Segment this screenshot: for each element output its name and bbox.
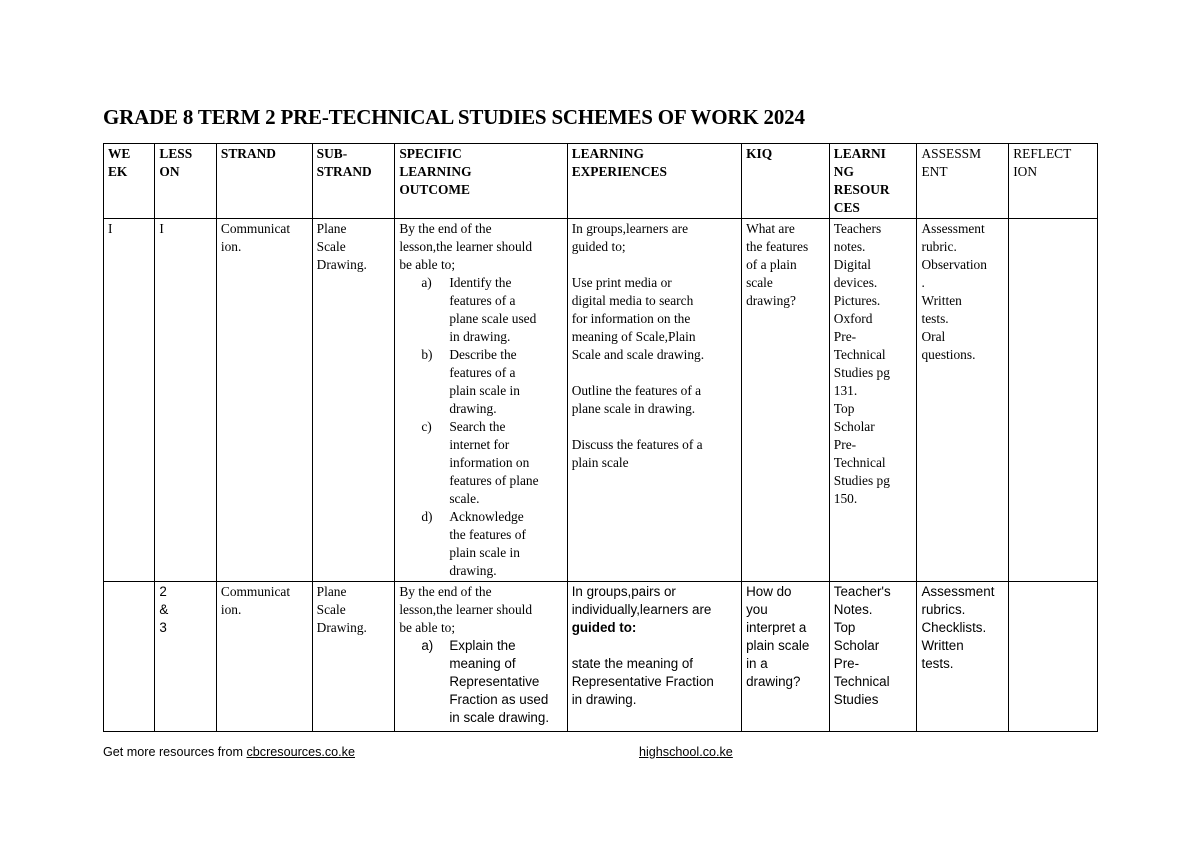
- text-line: Plane: [316, 221, 347, 236]
- text-line: plane scale used: [449, 311, 537, 326]
- text-line: rubric.: [921, 239, 957, 254]
- strand-cell: [216, 219, 312, 582]
- text-line: Drawing.: [316, 257, 367, 272]
- text-line: the features: [746, 239, 809, 254]
- outcome-item: [399, 418, 562, 508]
- text-line: Assessment: [921, 584, 995, 599]
- item-marker: d): [421, 509, 433, 524]
- text-line: STRAND: [220, 146, 276, 161]
- text-line: Assessment: [921, 221, 985, 236]
- reflection-cell: [1009, 219, 1098, 582]
- text-line: By the end of the: [399, 584, 492, 599]
- text-line: plane scale in drawing.: [571, 401, 696, 416]
- text-line: Search the: [449, 419, 506, 434]
- text-line: Oral: [921, 329, 946, 344]
- header-outcome: [395, 144, 567, 219]
- text-line: Describe the: [449, 347, 517, 362]
- text-line: Communicat: [220, 584, 291, 599]
- text-line: Scale: [316, 602, 346, 617]
- text-line: Scale: [316, 239, 346, 254]
- experiences-paras: [572, 637, 737, 709]
- text-line: Communicat: [220, 221, 291, 236]
- outcome-intro: [399, 583, 562, 637]
- resources-cell: [829, 219, 917, 582]
- header-week: [104, 144, 155, 219]
- text-line: guided to;: [571, 239, 626, 254]
- text-line: Drawing.: [316, 620, 367, 635]
- sub-strand-cell: [312, 582, 395, 732]
- text-line: you: [746, 602, 768, 617]
- text-line: STRAND: [316, 164, 372, 179]
- text-line: CES: [833, 200, 860, 215]
- item-marker: b): [421, 347, 433, 362]
- outcome-cell: [395, 582, 567, 732]
- text-line: Fraction as used: [449, 692, 549, 707]
- text-line: ON: [159, 164, 180, 179]
- text-line: Written: [921, 638, 964, 653]
- text-line: By the end of the: [399, 221, 492, 236]
- text-line: Oxford: [833, 311, 873, 326]
- footer-left: [103, 742, 355, 762]
- text-line: rubrics.: [921, 602, 966, 617]
- text-line: Observation: [921, 257, 987, 272]
- text-line: SUB-: [316, 146, 348, 161]
- text-line: Discuss the features of a: [571, 437, 703, 452]
- reflection-cell: [1009, 582, 1098, 732]
- text-line: questions.: [921, 347, 976, 362]
- text-line: Written: [921, 293, 962, 308]
- lesson-cell: [155, 582, 216, 732]
- text-line: lesson,the learner should: [399, 239, 533, 254]
- text-line: LEARNING: [399, 164, 472, 179]
- text-line: features of plane: [449, 473, 539, 488]
- text-line: Pictures.: [833, 293, 881, 308]
- page-footer: [103, 742, 1098, 762]
- text-line: Pre-: [833, 437, 857, 452]
- week-cell: I: [104, 219, 155, 582]
- text-line: Studies pg: [833, 365, 890, 380]
- kiq-cell: [742, 582, 830, 732]
- text-line: meaning of Scale,Plain: [571, 329, 696, 344]
- text-line: ION: [1013, 164, 1038, 179]
- header-lesson: [155, 144, 216, 219]
- text-line: Identify the: [449, 275, 512, 290]
- paragraph-gap: [572, 418, 737, 436]
- text-line: Technical: [833, 455, 886, 470]
- strand-cell: [216, 582, 312, 732]
- text-line: NG: [833, 164, 854, 179]
- text-line: WE: [108, 146, 131, 161]
- text-line: the features of: [449, 527, 526, 542]
- assessment-cell: [917, 219, 1009, 582]
- text-line: information on: [449, 455, 530, 470]
- outcome-list: [399, 274, 562, 580]
- text-line: Teacher's: [833, 584, 891, 599]
- text-line: Top: [833, 401, 855, 416]
- outcome-cell: [395, 219, 567, 582]
- assessment-cell: [917, 582, 1009, 732]
- text-line: Representative: [449, 674, 540, 689]
- text-line: What are: [746, 221, 795, 236]
- text-line: Top: [833, 620, 856, 635]
- scheme-table: [103, 143, 1098, 732]
- text-line: LESS: [159, 146, 193, 161]
- text-line: internet for: [449, 437, 510, 452]
- item-marker: a): [421, 275, 432, 290]
- text-line: Notes.: [833, 602, 873, 617]
- text-line: Pre-: [833, 329, 857, 344]
- text-line: Digital: [833, 257, 871, 272]
- text-line: 131.: [833, 383, 858, 398]
- text-line: Outline the features of a: [571, 383, 702, 398]
- header-resources: [829, 144, 917, 219]
- table-row: [104, 582, 1098, 732]
- outcome-list: [399, 637, 562, 727]
- highschool-link[interactable]: highschool.co.ke: [639, 745, 733, 759]
- text-line: Scale and scale drawing.: [571, 347, 705, 362]
- experiences-cell: [567, 582, 741, 732]
- cbcresources-link[interactable]: cbcresources.co.ke: [246, 745, 355, 759]
- outcome-item: [399, 274, 562, 346]
- text-line: In groups,pairs or: [571, 584, 676, 599]
- text-line: Teachers: [833, 221, 882, 236]
- header-strand: [216, 144, 312, 219]
- outcome-item: [399, 508, 562, 580]
- text-line: lesson,the learner should: [399, 602, 533, 617]
- text-line: devices.: [833, 275, 878, 290]
- text-line: for information on the: [571, 311, 691, 326]
- text-line: drawing?: [746, 674, 801, 689]
- header-reflection: [1009, 144, 1098, 219]
- text-line: plain scale: [746, 638, 810, 653]
- text-line: individually,learners are: [571, 602, 712, 617]
- text-line: state the meaning of: [571, 656, 694, 671]
- header-row: [104, 144, 1098, 219]
- outcome-item: [399, 637, 562, 727]
- experiences-cell: [567, 219, 741, 582]
- text-line: notes.: [833, 239, 866, 254]
- text-line: Explain the: [449, 638, 516, 653]
- text-line: Plane: [316, 584, 347, 599]
- text-line: 3: [159, 620, 167, 635]
- text-line: LEARNING: [571, 146, 644, 161]
- text-line: Scholar: [833, 638, 880, 653]
- text-line: In groups,learners are: [571, 221, 689, 236]
- paragraph-gap: [572, 256, 737, 274]
- text-line: in drawing.: [449, 329, 511, 344]
- lesson-cell: I: [155, 219, 216, 582]
- experiences-guided: guided to:: [571, 620, 637, 635]
- text-line: SPECIFIC: [399, 146, 462, 161]
- text-line: 150.: [833, 491, 858, 506]
- text-line: Acknowledge: [449, 509, 524, 524]
- text-line: meaning of: [449, 656, 516, 671]
- footer-right: [639, 742, 733, 762]
- text-line: EK: [108, 164, 128, 179]
- page-title: GRADE 8 TERM 2 PRE-TECHNICAL STUDIES SCHEMES OF WORK 2024: [103, 105, 805, 129]
- text-line: Technical: [833, 347, 886, 362]
- text-line: drawing.: [449, 563, 497, 578]
- experiences-intro: [572, 583, 737, 619]
- header-kiq: [742, 144, 830, 219]
- text-line: .: [921, 275, 925, 290]
- footer-prefix: Get more resources from: [103, 745, 247, 759]
- text-line: OUTCOME: [399, 182, 470, 197]
- text-line: scale.: [449, 491, 480, 506]
- text-line: plain scale: [571, 455, 629, 470]
- text-line: in a: [746, 656, 768, 671]
- outcome-item: [399, 346, 562, 418]
- header-assessment: [917, 144, 1009, 219]
- text-line: ASSESSM: [921, 146, 982, 161]
- text-line: in drawing.: [571, 692, 637, 707]
- text-line: KIQ: [746, 146, 773, 161]
- text-line: Use print media or: [571, 275, 672, 290]
- text-line: plain scale in: [449, 383, 520, 398]
- text-line: LEARNI: [833, 146, 886, 161]
- text-line: ion.: [220, 239, 242, 254]
- text-line: of a plain: [746, 257, 797, 272]
- text-line: be able to;: [399, 257, 456, 272]
- table-row: [104, 219, 1098, 582]
- paragraph-gap: [572, 364, 737, 382]
- header-sub-strand: [312, 144, 395, 219]
- text-line: RESOUR: [833, 182, 890, 197]
- text-line: How do: [746, 584, 792, 599]
- text-line: Checklists.: [921, 620, 987, 635]
- item-marker: a): [421, 638, 434, 653]
- text-line: Representative Fraction: [571, 674, 714, 689]
- text-line: features of a: [449, 365, 516, 380]
- text-line: drawing?: [746, 293, 796, 308]
- week-cell: [104, 582, 155, 732]
- text-line: tests.: [921, 311, 949, 326]
- header-experiences: [567, 144, 741, 219]
- text-line: features of a: [449, 293, 516, 308]
- sub-strand-cell: [312, 219, 395, 582]
- text-line: drawing.: [449, 401, 497, 416]
- text-line: Technical: [833, 674, 890, 689]
- text-line: ion.: [220, 602, 242, 617]
- text-line: Studies pg: [833, 473, 890, 488]
- text-line: &: [159, 602, 169, 617]
- text-line: Studies: [833, 692, 879, 707]
- text-line: digital media to search: [571, 293, 694, 308]
- text-line: EXPERIENCES: [571, 164, 667, 179]
- text-line: interpret a: [746, 620, 807, 635]
- outcome-intro: [399, 220, 562, 274]
- resources-cell: [829, 582, 917, 732]
- text-line: tests.: [921, 656, 954, 671]
- text-line: REFLECT: [1013, 146, 1072, 161]
- kiq-cell: [742, 219, 830, 582]
- text-line: 2: [159, 584, 167, 599]
- text-line: in scale drawing.: [449, 710, 550, 725]
- item-marker: c): [421, 419, 432, 434]
- text-line: Scholar: [833, 419, 875, 434]
- text-line: ENT: [921, 164, 948, 179]
- text-line: Pre-: [833, 656, 860, 671]
- text-line: be able to;: [399, 620, 456, 635]
- text-line: plain scale in: [449, 545, 520, 560]
- text-line: scale: [746, 275, 773, 290]
